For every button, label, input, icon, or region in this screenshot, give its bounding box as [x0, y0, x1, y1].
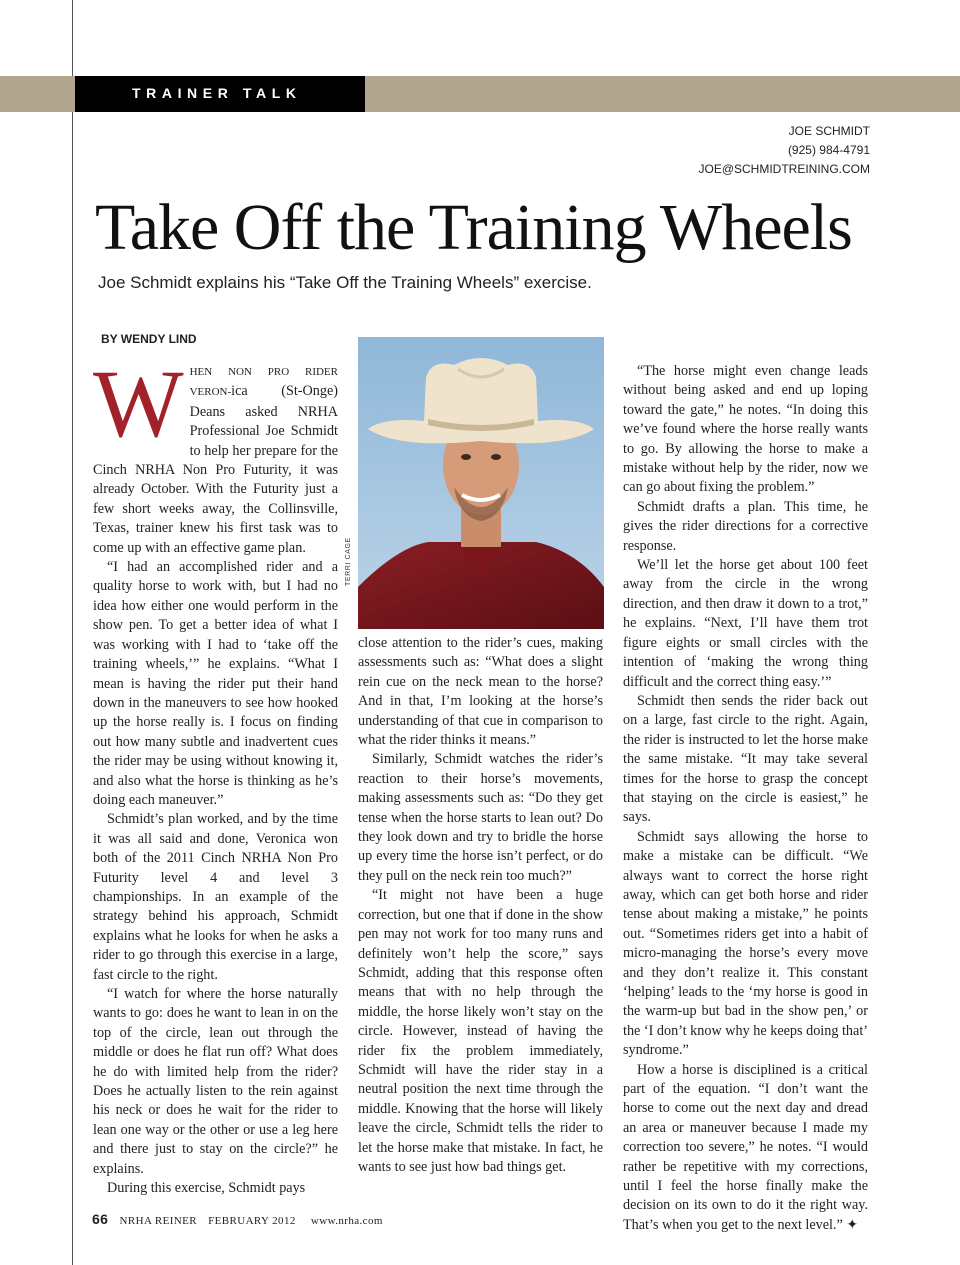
issue-date: FEBRUARY 2012	[208, 1215, 296, 1227]
article-column-1	[93, 350, 338, 1198]
contact-name: JOE SCHMIDT	[788, 124, 870, 138]
article-column-3	[623, 362, 868, 1235]
article-column-2	[358, 634, 603, 1177]
paragraph: close attention to the rider’s cues, making assessments such as: “What does a slight rein cue on the neck mean to the horse? And in that, I’m looking at the horse’s understanding of that cue in comparison to what the rider thinks it means.”	[358, 635, 603, 749]
publication-name: NRHA REINER	[119, 1215, 197, 1227]
paragraph: Schmidt drafts a plan. This time, he gives the rider directions for a corrective response.	[623, 498, 868, 554]
contact-email[interactable]: JOE@SCHMIDTREINING.COM	[698, 162, 870, 176]
paragraph: “It might not have been a huge correction, but one that if done in the show pen may not work for too many runs and definitely won’t help the score,” says Schmidt, adding that this response often means that with no help through the middle, the horse likely won’t stay on the circle. However, instead of having the rider fix the problem immediately, Schmidt will have the rider stay in a neutral position the next time through the middle. Knowing that the horse will likely leave the circle, Schmidt tells the rider to let the horse make that mistake. In fact, he wants to see just how bad things get.	[358, 887, 603, 1175]
paragraph: “I watch for where the horse naturally wants to go: does he want to lean in on the top of the circle, lean out through the middle or does he flat run off? What does he do with limited help from the rider? Does he actually listen to the rein against his neck or does he wait for the rider to lean one way or the other or use a leg here and there just to stay on the circle?” he explains.	[93, 986, 338, 1177]
article-title: Take Off the Training Wheels	[95, 191, 852, 264]
lead-smallcaps: HEN NON PRO RIDER VERON-	[189, 366, 338, 399]
final-paragraph-text: How a horse is disciplined is a critical part of the equation. “I don’t want the horse to come out the next day and dread an area or maneuver because I made my correction too severe,” he notes. “I would rather be repetitive with my corrections, until I feel the horse finally make the decision on its own to do it the right way. That’s when you get to the next level.”	[623, 1061, 868, 1233]
contact-phone: (925) 984-4791	[787, 143, 870, 157]
page-number: 66	[92, 1211, 109, 1227]
paragraph: During this exercise, Schmidt pays	[107, 1180, 306, 1197]
final-paragraph	[623, 1061, 868, 1236]
paragraph: Schmidt says allowing the horse to make a mistake can be difficult. “We always want to correct the horse right away, which can get both horse and rider tense about making a mistake,” he points out. “Sometimes riders get into a habit of micro-managing the horse’s every move and they don’t realize it. This constant ‘helping’ leads to the ‘my horse is good in the warm-up but bad in the show pen,’ or the ‘I don’t know why he keeps doing that’ syndrome.”	[623, 828, 868, 1059]
paragraph: Similarly, Schmidt watches the rider’s reaction to their horse’s movements, making assessments such as: “Do they get tense when the horse starts to lean out? Do they look down and try to bridle the horse up every time the horse isn’t perfect, or do they pull on the neck rein too much?”	[358, 751, 603, 884]
paragraph: Schmidt’s plan worked, and by the time it was all said and done, Veronica won both of the 2011 Cinch NRHA Non Pro Futurity level 4 and level 3 championships. In an example of the strategy behind his approach, Schmidt explains what he looks for when he asks a rider to go through this exercise in a large, fast circle to the right.	[93, 811, 338, 983]
photo-credit: TERRI CAGE	[345, 537, 352, 586]
page-margin-rule	[72, 0, 73, 1265]
paragraph: We’ll let the horse get about 100 feet away from the circle in the wrong direction, and then draw it down to a trot,” he explains. “Next, I’ll have them trot figure eights or small circles with the intention of ‘making the wrong thing difficult and the correct thing easy.’”	[623, 557, 868, 690]
contact-block	[698, 122, 870, 179]
end-mark-icon: ✦	[846, 1217, 859, 1233]
section-label: TRAINER TALK	[132, 85, 302, 101]
website-link[interactable]: www.nrha.com	[310, 1215, 383, 1227]
drop-cap: W	[93, 350, 184, 457]
portrait-illustration	[358, 337, 604, 629]
page-footer	[92, 1211, 383, 1227]
cowboy-portrait-photo	[358, 337, 604, 629]
lead-text: ica (St-Onge) Deans asked NRHA Professional Joe Schmidt to help her prepare for the Cinch NRHA Non Pro Futurity, it was already October. With the Futurity just a few short weeks away, the Collinsville, Texas, trainer knew his first task was to come up with an effective game plan.	[93, 383, 338, 556]
paragraph: Schmidt then sends the rider back out on a large, fast circle to the right. Again, the rider is instructed to let the horse make the same mistake. “It may take several times for the horse to grasp the concept that staying on the circle is easiest,” he says.	[623, 692, 868, 826]
section-label-box	[75, 76, 365, 112]
paragraph: “I had an accomplished rider and a quality horse to work with, but I had no idea how either one would perform in the show pen. To get a better idea of what I was working with I had to ‘take off the training wheels,’” he explains. “What I mean is having the rider put their hand down in the maneuvers to see how hooked up the horse really is. I focus on finding out how many subtle and inadvertent cues the rider may be using without knowing it, and also what the horse is thinking as he’s doing each maneuver.”	[93, 559, 338, 808]
article-byline: BY WENDY LIND	[101, 332, 197, 346]
paragraph: “The horse might even change leads without being asked and end up loping toward the gate,” he notes. “In doing this we’ve found where the horse really wants to go. By allowing the horse to make a mistake without help by the rider, now we can go about fixing the problem.”	[623, 363, 868, 496]
article-deck: Joe Schmidt explains his “Take Off the Training Wheels” exercise.	[98, 273, 592, 292]
